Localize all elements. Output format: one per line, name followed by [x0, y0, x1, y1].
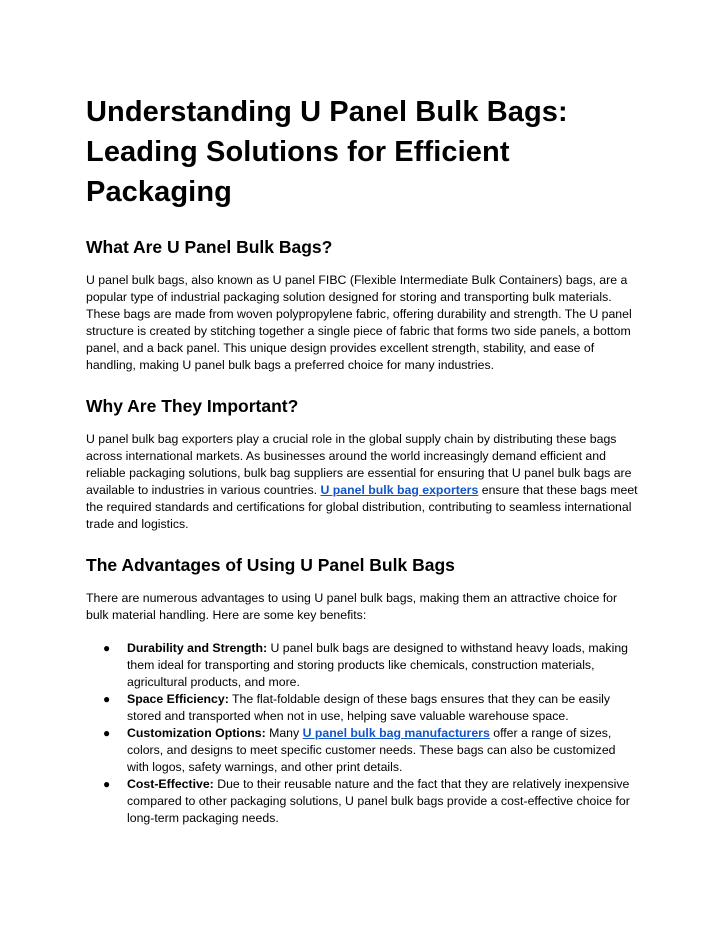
benefit-text-before-link: Many [265, 726, 303, 740]
list-item [86, 640, 638, 691]
manufacturers-link[interactable]: U panel bulk bag manufacturers [302, 726, 490, 740]
section-paragraph-why [86, 431, 638, 533]
bullet-icon: ● [103, 777, 111, 791]
list-item [86, 691, 638, 725]
benefit-text: Due to their reusable nature and the fact that they are relatively inexpensive compared to other packaging solutions, U panel bulk bags provide a cost-effective choice for long-term packaging needs. [127, 777, 630, 825]
section-paragraph-what: U panel bulk bags, also known as U panel FIBC (Flexible Intermediate Bulk Containers) bags, are a popular type of industrial packaging solution designed for storing and transporting bulk materials. These bags are made from woven polypropylene fabric, offering durability and strength. The U panel structure is created by stitching together a single piece of fabric that forms two side panels, a bottom panel, and a back panel. This unique design provides excellent strength, stability, and ease of handling, making U panel bulk bags a preferred choice for many industries. [86, 273, 632, 372]
benefit-text-after-link: offer a range of sizes, colors, and designs to meet specific customer needs. These bags can also be customized with logos, safety warnings, and other print details. [127, 726, 616, 774]
benefit-label: Cost-Effective: [127, 777, 214, 791]
bullet-icon: ● [103, 692, 111, 706]
benefits-list [86, 640, 638, 827]
document-title: Understanding U Panel Bulk Bags: Leading Solutions for Efficient Packaging [86, 96, 568, 208]
why-text-before-link: U panel bulk bag exporters play a crucial role in the global supply chain by distributing these bags across international markets. As businesses around the world increasingly demand efficient and reliable packaging solutions, bulk bag suppliers are essential for ensuring that U panel bulk bags are available to industries in various countries. [86, 432, 632, 497]
section-heading-why: Why Are They Important? [86, 396, 299, 416]
document-page [86, 92, 638, 827]
list-item [86, 725, 638, 776]
section-heading-what: What Are U Panel Bulk Bags? [86, 237, 333, 257]
benefit-label: Customization Options: [127, 726, 266, 740]
section-heading-advantages: The Advantages of Using U Panel Bulk Bags [86, 555, 455, 575]
list-item [86, 776, 638, 827]
benefit-text: The flat-foldable design of these bags ensures that they can be easily stored and transported when not in use, helping save valuable warehouse space. [127, 692, 611, 723]
exporters-link[interactable]: U panel bulk bag exporters [320, 483, 479, 497]
bullet-icon: ● [103, 641, 111, 655]
advantages-intro: There are numerous advantages to using U panel bulk bags, making them an attractive choice for bulk material handling. Here are some key benefits: [86, 591, 618, 622]
benefit-label: Space Efficiency: [127, 692, 229, 706]
bullet-icon: ● [103, 726, 111, 740]
why-text-after-link: ensure that these bags meet the required standards and certifications for global distribution, contributing to seamless international trade and logistics. [86, 483, 638, 531]
benefit-text: U panel bulk bags are designed to withstand heavy loads, making them ideal for transporting and storing products like chemicals, construction materials, agricultural products, and more. [127, 641, 628, 689]
benefit-label: Durability and Strength: [127, 641, 268, 655]
